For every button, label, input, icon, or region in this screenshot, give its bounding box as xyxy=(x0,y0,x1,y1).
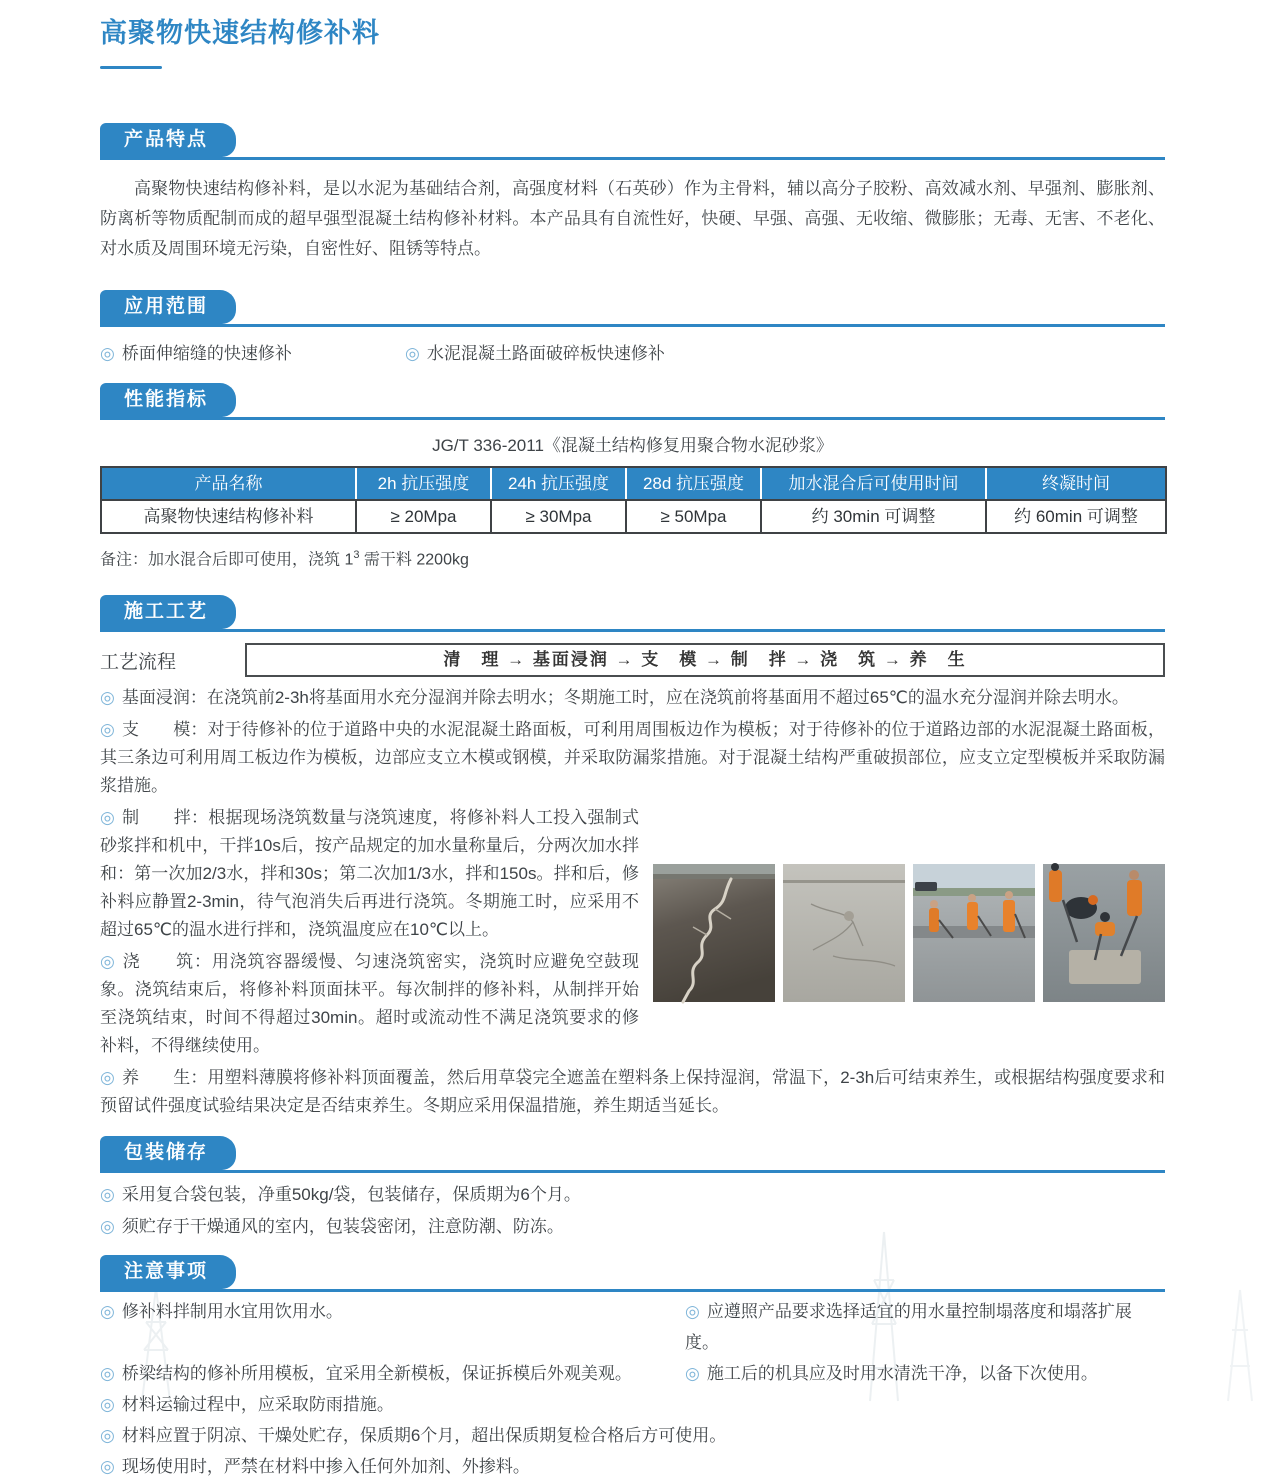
list-item xyxy=(685,1358,1098,1389)
process-flow-box: 清 理 → 基面浸润 → 支 模 → 制 拌 → 浇 筑 → 养 生 xyxy=(245,643,1165,677)
photo-road-repair-crew xyxy=(913,864,1035,1002)
list-item xyxy=(100,1358,685,1389)
section-header-rule xyxy=(100,1255,1165,1292)
table-cell: 高聚物快速结构修补料 xyxy=(101,500,356,533)
note-item-text: 材料应置于阴凉、干燥处贮存，保质期6个月，超出保质期复检合格后方可使用。 xyxy=(121,1426,727,1446)
note-item-text: 应遵照产品要求选择适宜的用水量控制塌落度和塌落扩展度。 xyxy=(685,1302,1132,1353)
bullet-circle-icon: ◎ xyxy=(100,1395,115,1415)
superscript: 3 xyxy=(353,549,360,561)
step-desc: 对于待修补的位于道路中央的水泥混凝土路面板，可利用周围板边作为模板；对于待修补的位于道路边部的水泥混凝土路面板，其三条边可利用周工板边作为模板，边部应支立木模或钢模，并采取防漏浆措施。对于混凝土结构严重破损部位，应支立定型模板并采取防漏浆措施。 xyxy=(100,720,1166,796)
step-desc: 根据现场浇筑数量与浇筑速度，将修补料人工投入强制式砂浆拌和机中，干拌10s后，按产品规定的加水量称量后，分两次加水拌和：第一次加2/3水，拌和30s；第二次加1/3水，拌和150s。拌和后，修补料应静置2-3min，待气泡消失后再进行浇筑。冬期施工时，应采用不超过65℃的温水进行拌和，浇筑温度应在10℃以上。 xyxy=(100,808,640,940)
list-item xyxy=(100,1179,1165,1211)
application-item-text: 桥面伸缩缝的快速修补 xyxy=(121,344,292,363)
step-term: 支 模： xyxy=(121,720,208,740)
section-features xyxy=(100,123,1165,264)
list-item xyxy=(685,1296,1165,1358)
application-item-text: 水泥混凝土路面破碎板快速修补 xyxy=(426,344,665,363)
notes-row xyxy=(100,1358,1165,1389)
features-paragraph: 高聚物快速结构修补料，是以水泥为基础结合剂，高强度材料（石英砂）作为主骨料，辅以高分子胶粉、高效减水剂、早强剂、膨胀剂、防离析等物质配制而成的超早强型混凝土结构修补材料。本产品具有自流性好，快硬、早强、高强、无收缩、微膨胀；无毒、无害、不老化、对水质及周围环境无污染，自密性好、阻锈等特点。 xyxy=(100,179,1165,258)
table-header-row xyxy=(101,467,1166,500)
construction-steps xyxy=(100,684,1165,1120)
bullet-circle-icon: ◎ xyxy=(100,1068,115,1088)
table-header-cell: 2h 抗压强度 xyxy=(356,467,491,500)
bullet-circle-icon: ◎ xyxy=(100,720,115,740)
note-item-text: 桥梁结构的修补所用模板，宜采用全新模板，保证拆模后外观美观。 xyxy=(121,1364,632,1384)
construction-step xyxy=(100,804,1165,944)
bullet-circle-icon: ◎ xyxy=(100,344,115,363)
standard-reference: JG/T 336-2011《混凝土结构修复用聚合物水泥砂浆》 xyxy=(432,436,833,455)
packaging-items xyxy=(100,1179,1165,1243)
section-performance xyxy=(100,383,1165,573)
section-construction xyxy=(100,595,1165,1120)
section-heading-tab-construction: 施工工艺 xyxy=(100,595,236,629)
section-heading-tab-performance: 性能指标 xyxy=(100,383,236,417)
bullet-circle-icon: ◎ xyxy=(100,1457,115,1477)
process-flow-label: 工艺流程 xyxy=(100,651,177,673)
bullet-circle-icon: ◎ xyxy=(685,1364,700,1384)
title-underline xyxy=(100,66,162,69)
table-cell: 约 30min 可调整 xyxy=(761,500,986,533)
bullet-circle-icon: ◎ xyxy=(405,344,420,363)
bullet-circle-icon: ◎ xyxy=(100,1185,115,1205)
section-heading-tab-packaging: 包装储存 xyxy=(100,1136,236,1170)
photo-concrete-surface xyxy=(783,864,905,1002)
step-term: 浇 筑： xyxy=(122,952,212,972)
section-heading-tab-features: 产品特点 xyxy=(100,123,236,157)
watermark-tower-right-icon xyxy=(1212,1290,1268,1401)
photo-cracked-pavement xyxy=(653,864,775,1002)
table-cell: ≥ 20Mpa xyxy=(356,500,491,533)
table-header-cell: 加水混合后可使用时间 xyxy=(761,467,986,500)
step-desc: 用塑料薄膜将修补料顶面覆盖，然后用草袋完全遮盖在塑料条上保持湿润，常温下，2-3h后可结束养生，或根据结构强度要求和预留试件强度试验结果决定是否结束养生。冬期应采用保温措施，养生期适当延长。 xyxy=(100,1068,1165,1116)
process-flow-row xyxy=(100,642,1165,678)
bullet-circle-icon: ◎ xyxy=(100,1364,115,1384)
application-items xyxy=(100,339,1165,369)
bullet-circle-icon: ◎ xyxy=(100,808,116,828)
page-title: 高聚物快速结构修补料 xyxy=(100,18,380,48)
section-heading-tab-application: 应用范围 xyxy=(100,290,236,324)
note-item-text: 现场使用时，严禁在材料中掺入任何外加剂、外掺料。 xyxy=(121,1457,530,1477)
section-header-rule xyxy=(100,383,1165,420)
table-row xyxy=(101,500,1166,533)
step-desc: 在浇筑前2-3h将基面用水充分湿润并除去明水；冬期施工时，应在浇筑前将基面用不超过65℃的温水充分湿润并除去明水。 xyxy=(206,688,1129,708)
step-term: 基面浸润： xyxy=(121,688,207,708)
list-item xyxy=(100,339,405,369)
step-desc: 用浇筑容器缓慢、匀速浇筑密实，浇筑时应避免空鼓现象。浇筑结束后，将修补料顶面抹平。每次制拌的修补料，从制拌开始至浇筑结束，时间不得超过30min。超时或流动性不满足浇筑要求的修补料，不得继续使用。 xyxy=(100,952,640,1056)
bullet-circle-icon: ◎ xyxy=(685,1302,700,1322)
bullet-circle-icon: ◎ xyxy=(100,1302,115,1322)
table-cell: 约 60min 可调整 xyxy=(986,500,1166,533)
construction-step xyxy=(100,716,1165,800)
note-item-text: 材料运输过程中，应采取防雨措施。 xyxy=(121,1395,394,1415)
section-header-rule xyxy=(100,595,1165,632)
step-term: 养 生： xyxy=(121,1068,208,1088)
note-item-text: 施工后的机具应及时用水清洗干净，以备下次使用。 xyxy=(706,1364,1098,1384)
bullet-circle-icon: ◎ xyxy=(100,688,115,708)
section-application xyxy=(100,290,1165,369)
bullet-circle-icon: ◎ xyxy=(100,1217,115,1237)
section-header-rule xyxy=(100,290,1165,327)
list-item xyxy=(100,1211,1165,1243)
photo-pavement-patching-crew xyxy=(1043,864,1165,1002)
construction-step xyxy=(100,684,1165,712)
table-header-cell: 24h 抗压强度 xyxy=(491,467,626,500)
construction-step xyxy=(100,1064,1165,1120)
table-cell: ≥ 30Mpa xyxy=(491,500,626,533)
table-header-cell: 终凝时间 xyxy=(986,467,1166,500)
note-item-text: 修补料拌制用水宜用饮用水。 xyxy=(121,1302,343,1322)
bullet-circle-icon: ◎ xyxy=(100,952,116,972)
table-header-cell: 产品名称 xyxy=(101,467,356,500)
packaging-item-text: 采用复合袋包装，净重50kg/袋，包装储存，保质期为6个月。 xyxy=(121,1185,581,1205)
list-item xyxy=(100,1420,1165,1451)
list-item xyxy=(100,1296,685,1358)
section-packaging xyxy=(100,1136,1165,1243)
table-cell: ≥ 50Mpa xyxy=(626,500,761,533)
section-notes xyxy=(100,1255,1165,1482)
list-item xyxy=(100,1389,1165,1420)
table-note: 备注：加水混合后即可使用，浇筑 $1^3$ 需干料 2200kg xyxy=(100,549,469,569)
performance-table xyxy=(100,466,1167,534)
section-header-rule xyxy=(100,123,1165,160)
bullet-circle-icon: ◎ xyxy=(100,1426,115,1446)
section-heading-tab-notes: 注意事项 xyxy=(100,1255,236,1289)
step-term: 制 拌： xyxy=(122,808,209,828)
site-photo-strip xyxy=(653,864,1165,1002)
notes-items xyxy=(100,1296,1165,1482)
section-header-rule xyxy=(100,1136,1165,1173)
notes-row xyxy=(100,1296,1165,1358)
table-header-cell: 28d 抗压强度 xyxy=(626,467,761,500)
list-item xyxy=(405,339,665,369)
list-item xyxy=(100,1451,1165,1482)
packaging-item-text: 须贮存于干燥通风的室内，包装袋密闭，注意防潮、防冻。 xyxy=(121,1217,564,1237)
